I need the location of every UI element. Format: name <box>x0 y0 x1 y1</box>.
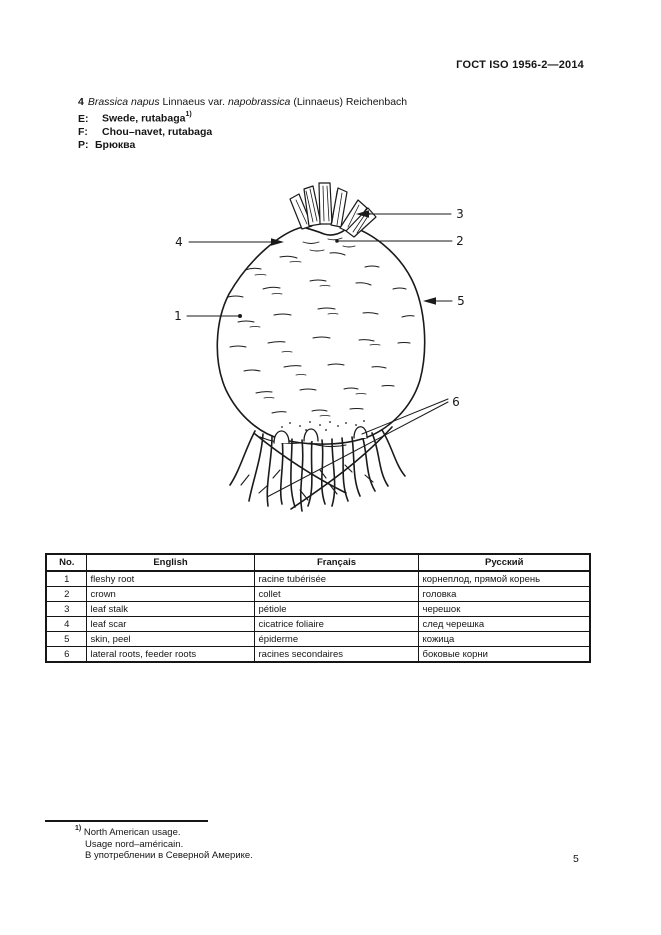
entry-english-label: E: <box>78 112 89 125</box>
table-row <box>46 647 590 663</box>
column-header-no: No. <box>46 554 86 571</box>
callout-arrowhead-5 <box>423 297 436 305</box>
figure-label-4: 4 <box>175 235 183 249</box>
root-body-outline <box>217 226 424 444</box>
table-row <box>46 602 590 617</box>
terminology-table <box>45 553 591 663</box>
table-row <box>46 571 590 587</box>
footnote-reference: 1) <box>185 111 192 118</box>
figure-label-6: 6 <box>452 395 460 409</box>
entry-russian <box>78 139 407 152</box>
figure-label-2: 2 <box>456 234 464 248</box>
cell-russian: кожица <box>418 632 590 647</box>
callout-dot-1 <box>238 314 242 318</box>
cell-no: 1 <box>46 571 86 587</box>
standard-designation: ГОСТ ISO 1956-2—2014 <box>456 59 584 71</box>
cell-russian: след черешка <box>418 617 590 632</box>
cell-french: collet <box>254 587 418 602</box>
table-row <box>46 617 590 632</box>
cell-no: 5 <box>46 632 86 647</box>
footnote-line-french: Usage nord–américain. <box>85 838 184 850</box>
cell-english: lateral roots, feeder roots <box>86 647 254 663</box>
callout-dot-2 <box>335 239 339 243</box>
cell-french: racine tubérisée <box>254 571 418 587</box>
cell-russian: боковые корни <box>418 647 590 663</box>
table-row <box>46 632 590 647</box>
cell-english: skin, peel <box>86 632 254 647</box>
footnote <box>75 824 253 862</box>
table-header-row <box>46 554 590 571</box>
rutabaga-figure <box>160 175 490 515</box>
cell-english: fleshy root <box>86 571 254 587</box>
cell-french: épiderme <box>254 632 418 647</box>
species-authority-tail: (Linnaeus) Reichenbach <box>290 96 408 108</box>
figure-label-1: 1 <box>174 309 182 323</box>
column-header-english: English <box>86 554 254 571</box>
entry-french-value: Chou–navet, rutabaga <box>102 125 213 138</box>
figure-label-5: 5 <box>457 294 465 308</box>
cell-no: 2 <box>46 587 86 602</box>
cell-russian: головка <box>418 587 590 602</box>
cell-russian: черешок <box>418 602 590 617</box>
species-title-line <box>78 96 407 109</box>
table-row <box>46 587 590 602</box>
cell-no: 3 <box>46 602 86 617</box>
footnote-divider <box>45 820 208 822</box>
species-authority: Linnaeus var. <box>159 96 228 108</box>
leaf-stalks <box>290 183 376 237</box>
cell-english: crown <box>86 587 254 602</box>
cell-english: leaf scar <box>86 617 254 632</box>
entry-russian-label: P: <box>78 138 89 151</box>
species-section <box>78 96 407 152</box>
entry-french-label: F: <box>78 125 88 138</box>
species-variety: napobrassica <box>227 96 291 108</box>
figure-label-3: 3 <box>456 207 464 221</box>
column-header-russian: Русский <box>418 554 590 571</box>
footnote-line-english: $^{1)}$ North American usage. <box>75 825 181 839</box>
cell-french: cicatrice foliaire <box>254 617 418 632</box>
cell-french: racines secondaires <box>254 647 418 663</box>
cell-russian: корнеплод, прямой корень <box>418 571 590 587</box>
entry-english-value: Swede, rutabaga <box>102 112 186 125</box>
column-header-french: Français <box>254 554 418 571</box>
cell-no: 4 <box>46 617 86 632</box>
callout-5 <box>423 294 465 308</box>
entry-english <box>78 109 407 126</box>
cell-french: pétiole <box>254 602 418 617</box>
entry-french <box>78 126 407 139</box>
section-number: 4 <box>78 96 84 108</box>
footnote-line-russian: В употреблении в Северной Америке. <box>85 850 253 862</box>
entry-russian-value: Брюква <box>95 138 136 151</box>
cell-english: leaf stalk <box>86 602 254 617</box>
cell-no: 6 <box>46 647 86 663</box>
species-latin-name: Brassica napus <box>87 96 160 108</box>
footnote-mark: 1) <box>75 825 82 832</box>
page-number: 5 <box>573 853 579 865</box>
